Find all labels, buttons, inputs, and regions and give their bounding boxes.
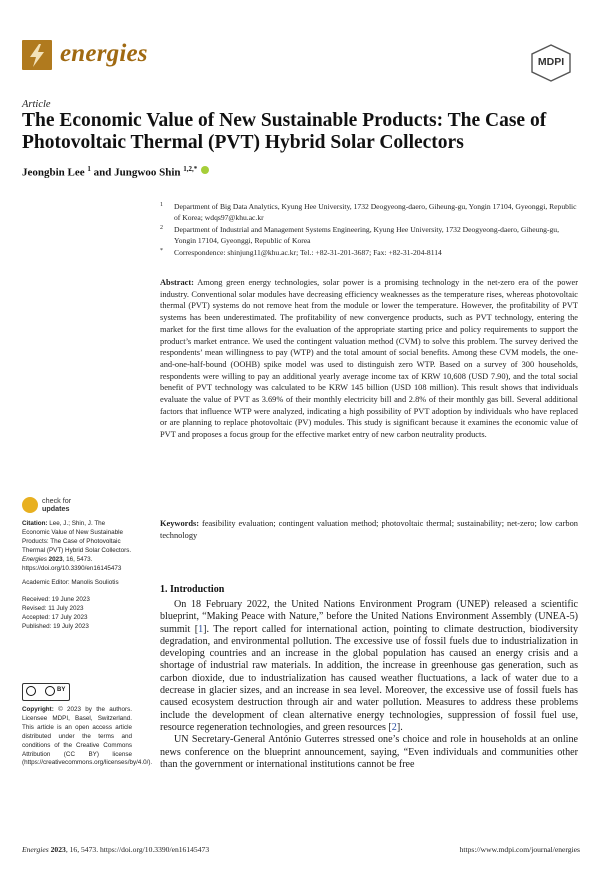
- author-list: [22, 165, 209, 179]
- affiliation-number: 1: [160, 202, 163, 208]
- footer-year: 2023: [50, 845, 66, 854]
- author-affil-sup: 1,2,*: [183, 165, 198, 173]
- authors-conjunction: and: [93, 166, 112, 179]
- academic-editor: Academic Editor: Manolis Souliotis: [22, 579, 119, 587]
- correspondence-text: Correspondence: shinjung11@khu.ac.kr; Tel.: +82-31-201-3687; Fax: +82-31-204-8114: [174, 248, 442, 257]
- citation-rest[interactable]: , 16, 5473. https://doi.org/10.3390/en16145473: [22, 555, 122, 572]
- affiliation-text: Department of Industrial and Management Systems Engineering, Kyung Hee University, 1732 Deogyeong-daero, Giheung-gu, Yongin 17104, Gyeonggi, Republic of Korea: [174, 225, 560, 245]
- footer-journal: Energies: [22, 845, 49, 854]
- check-updates-icon: [22, 497, 38, 513]
- check-for-updates-button[interactable]: [22, 497, 122, 517]
- orcid-icon[interactable]: [201, 166, 209, 174]
- abstract-text: Among green energy technologies, solar power is a promising technology in the net-zero era of the power industry. Conventional solar modules have decreasing efficiency weaknesses as the temperature rises, whereas photovoltaic thermal (PVT) systems do not remove heat from the module or lower the temperature. However, the profitability of PVT systems has been underestimated. The profitability of new convergence products, such as PVT technology, entering the market for the first time allows for the evaluation of the appropriate starting price and policy requirements to support the product’s market entrance. We used the contingent valuation method (CVM) to solve this problem. The survey derived the respondents’ mean willingness to pay (WTP) and the total amount of social benefits. Among these CVM models, the one-and-one-half-bound (OOHB) spike model was used to distinguish zero WTP. Based on a survey of 300 households, respondents were willing to pay an additional yearly average income tax of KRW 10,608 (USD 7.90), and the total social benefit of PVT technology was calculated to be KRW 145 billion (USD 108 million). This result shows that individuals evaluate the value of PVT as 3.69% of their monthly electricity bill and 2.8% of their monthly gas bill. Several additional factors that influence WTP were analyzed, indicating a high possibility of PVT adoption by individuals who have replaced or are planning to replace photovoltaic (PV) modules. This study is significant because it examines the economic value of PVT and proposes a focus group for the effective market entry of new carbon neutrality products.: [160, 278, 578, 440]
- copyright-text: © 2023 by the authors. Licensee MDPI, Basel, Switzerland. This article is an open access article distributed under the terms and conditions of the Creative Commons Attribution (CC BY) license (https://creativecommons.org/licenses/by/4.0/).: [22, 706, 153, 767]
- check-updates-label: [42, 497, 71, 513]
- affiliation-item: [160, 225, 580, 246]
- author-affil-sup: 1: [87, 165, 91, 173]
- abstract-label: Abstract:: [160, 278, 194, 287]
- citation: [22, 520, 132, 573]
- citation-link[interactable]: 1: [198, 623, 204, 635]
- date-revised: Revised: 11 July 2023: [22, 605, 84, 613]
- intro-paragraph: [160, 599, 578, 734]
- mdpi-logo: [530, 44, 572, 82]
- copyright-label: Copyright:: [22, 706, 54, 713]
- cc-by-license-badge[interactable]: [22, 683, 70, 701]
- section-heading: 1. Introduction: [160, 584, 225, 595]
- intro-paragraph: UN Secretary-General António Guterres stressed one’s choice and role in households at an online news conference on the blueprint announcement, saying, “Even individuals and communities other than the government or international institutions cannot be free: [160, 734, 578, 770]
- check-updates-line1: check for: [42, 496, 72, 505]
- abstract: [160, 277, 578, 441]
- citation-text: Lee, J.; Shin, J. The Economic Value of New Sustainable Products: The Case of Photovoltaic Thermal (PVT) Hybrid Solar Collectors.: [22, 520, 132, 554]
- keywords-text: feasibility evaluation; contingent valuation method; photovoltaic thermal; sustainability; net-zero; low carbon technology: [160, 519, 578, 540]
- attribution-icon: [45, 686, 55, 696]
- keywords: [160, 518, 578, 541]
- paragraph-text: ].: [396, 721, 403, 733]
- introduction-body: [160, 599, 578, 771]
- keywords-label: Keywords:: [160, 519, 200, 528]
- footer-journal-url[interactable]: https://www.mdpi.com/journal/energies: [459, 845, 580, 854]
- publisher-name: MDPI: [537, 56, 565, 68]
- journal-logo: [22, 40, 52, 70]
- article-title: The Economic Value of New Sustainable Products: The Case of Photovoltaic Thermal (PVT) Hybrid Solar Collectors: [22, 110, 547, 153]
- cc-icon: [26, 686, 36, 696]
- check-updates-line2: updates: [42, 504, 70, 513]
- affiliation-item: [160, 248, 580, 259]
- affiliation-item: [160, 202, 580, 223]
- journal-name: energies: [60, 40, 148, 67]
- date-published: Published: 19 July 2023: [22, 623, 89, 631]
- citation-label: Citation:: [22, 520, 48, 527]
- publication-dates: [22, 596, 132, 632]
- article-sidebar: [22, 520, 132, 638]
- article-type: Article: [22, 99, 51, 110]
- affiliation-number: 2: [160, 225, 163, 231]
- footer-doi[interactable]: , 16, 5473. https://doi.org/10.3390/en16145473: [65, 845, 210, 854]
- citation-journal: Energies: [22, 555, 47, 563]
- lightning-icon: [22, 40, 52, 70]
- author-name: Jungwoo Shin: [114, 166, 181, 179]
- copyright-notice: [22, 706, 153, 768]
- cc-label: BY: [57, 687, 66, 693]
- citation-year: 2023: [48, 555, 63, 563]
- date-received: Received: 19 June 2023: [22, 596, 90, 604]
- citation-link[interactable]: 2: [391, 721, 397, 733]
- author-name: Jeongbin Lee: [22, 166, 85, 179]
- paragraph-text: ]. The report called for international action, pointing to climate destruction, biodiversity degradation, and environmental pollution. The excessive use of fossil fuels due to industrialization in developing countries and an increase in the global population has caused an energy crisis and a shortage of industrial raw materials. In addition, the increase in greenhouse gas generation, such as carbon dioxide, due to industrialization has caused weather fluctuations, a lack of water due to a decrease in glacier sizes, and an increase in sea level. Moreover, the excessive use of fossil fuels has caused ecosystem destruction through air and water pollution. Measures to address these problems include the development of clean alternative energy technologies, suppression of fossil fuel use, resource regeneration technologies, and green resources [: [160, 623, 578, 733]
- affiliation-text: Department of Big Data Analytics, Kyung Hee University, 1732 Deogyeong-daero, Giheung-gu, Yongin 17104, Gyeonggi, Republic of Korea; wdqs97@khu.ac.kr: [174, 202, 577, 222]
- affiliations: [160, 202, 580, 259]
- affiliation-number: *: [160, 248, 163, 254]
- footer-citation: [22, 845, 209, 854]
- date-accepted: Accepted: 17 July 2023: [22, 614, 88, 622]
- paragraph-text: On 18 February 2022, the United Nations Environment Program (UNEP) released a scientific blueprint, “Making Peace with Nature,” before the United Nations Environment Assembly (UNEA-5) summit [: [160, 599, 578, 635]
